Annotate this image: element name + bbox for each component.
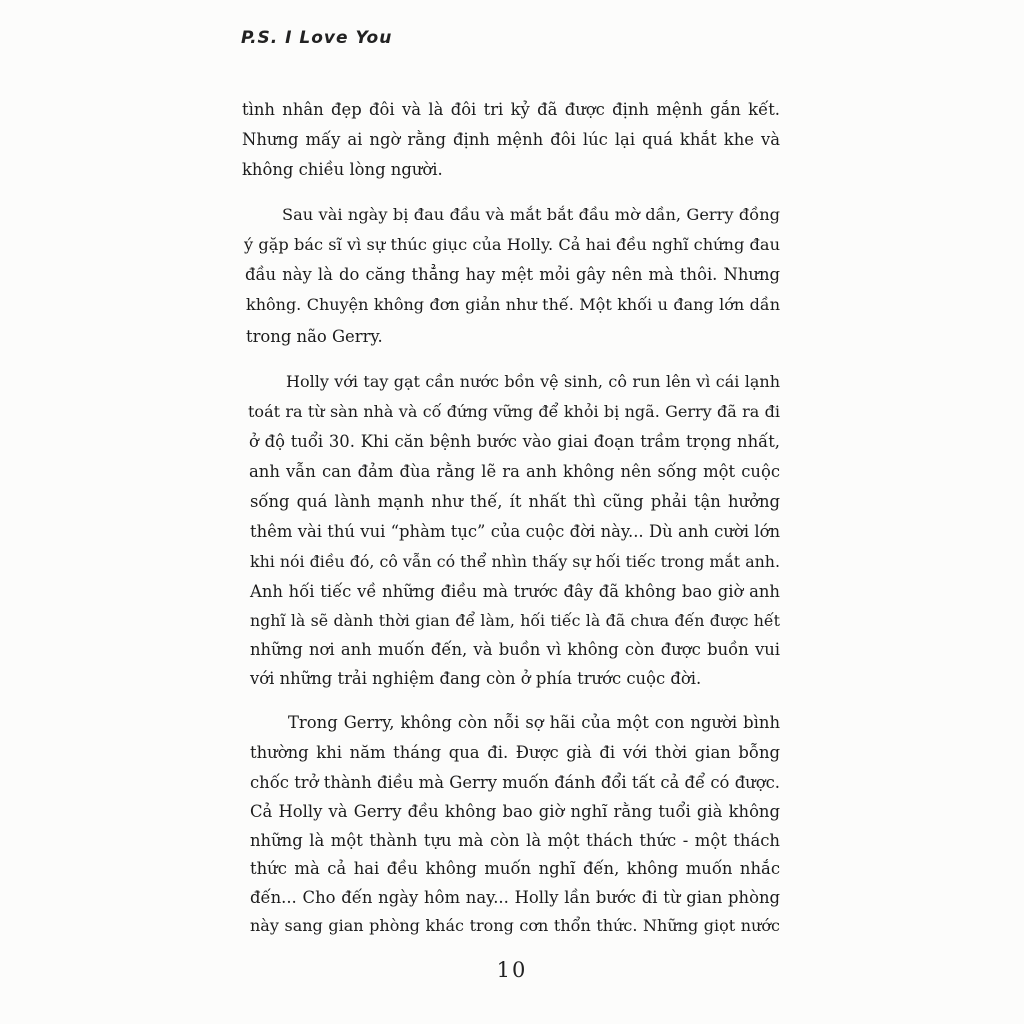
text-line: những là một thành tựu mà còn là một thách thức - một thách	[250, 831, 780, 850]
text-line: chốc trở thành điều mà Gerry muốn đánh đổi tất cả để có được.	[250, 773, 780, 792]
text-line: không. Chuyện không đơn giản như thế. Một khối u đang lớn dần	[246, 295, 780, 314]
text-line: trong não Gerry.	[246, 327, 383, 346]
text-line: Holly với tay gạt cần nước bồn vệ sinh, cô run lên vì cái lạnh	[286, 372, 780, 391]
text-line: toát ra từ sàn nhà và cố đứng vững để khỏi bị ngã. Gerry đã ra đi	[248, 402, 780, 421]
text-line: Anh hối tiếc về những điều mà trước đây đã không bao giờ anh	[250, 582, 780, 601]
text-line: nghĩ là sẽ dành thời gian để làm, hối tiếc là đã chưa đến được hết	[250, 611, 780, 630]
text-line: tình nhân đẹp đôi và là đôi tri kỷ đã được định mệnh gắn kết.	[242, 100, 780, 119]
text-line: ý gặp bác sĩ vì sự thúc giục của Holly. Cả hai đều nghĩ chứng đau	[244, 235, 780, 254]
text-line: Cả Holly và Gerry đều không bao giờ nghĩ rằng tuổi già không	[250, 802, 780, 821]
text-line: thức mà cả hai đều không muốn nghĩ đến, không muốn nhắc	[250, 859, 780, 878]
text-line: với những trải nghiệm đang còn ở phía trước cuộc đời.	[250, 669, 702, 688]
text-line: Sau vài ngày bị đau đầu và mắt bắt đầu mờ dần, Gerry đồng	[282, 205, 780, 224]
text-line: anh vẫn can đảm đùa rằng lẽ ra anh không nên sống một cuộc	[249, 462, 780, 481]
text-line: ở độ tuổi 30. Khi căn bệnh bước vào giai đoạn trầm trọng nhất,	[249, 432, 780, 451]
text-line: những nơi anh muốn đến, và buồn vì không còn được buồn vui	[250, 640, 780, 659]
text-line: không chiều lòng người.	[242, 160, 443, 179]
text-line: này sang gian phòng khác trong cơn thổn thức. Những giọt nước	[250, 916, 780, 935]
running-header: P.S. I Love You	[241, 28, 393, 48]
text-line: đến... Cho đến ngày hôm nay... Holly lần bước đi từ gian phòng	[250, 888, 780, 907]
text-line: thường khi năm tháng qua đi. Được già đi với thời gian bỗng	[250, 743, 780, 762]
text-line: Trong Gerry, không còn nỗi sợ hãi của một con người bình	[288, 713, 780, 732]
text-line: Nhưng mấy ai ngờ rằng định mệnh đôi lúc lại quá khắt khe và	[242, 130, 780, 149]
page-number: 10	[496, 958, 528, 982]
text-line: sống quá lành mạnh như thế, ít nhất thì cũng phải tận hưởng	[250, 492, 780, 511]
text-line: đầu này là do căng thẳng hay mệt mỏi gây nên mà thôi. Nhưng	[245, 265, 780, 284]
text-line: khi nói điều đó, cô vẫn có thể nhìn thấy sự hối tiếc trong mắt anh.	[250, 552, 780, 571]
text-line: thêm vài thú vui “phàm tục” của cuộc đời này... Dù anh cười lớn	[250, 522, 780, 541]
